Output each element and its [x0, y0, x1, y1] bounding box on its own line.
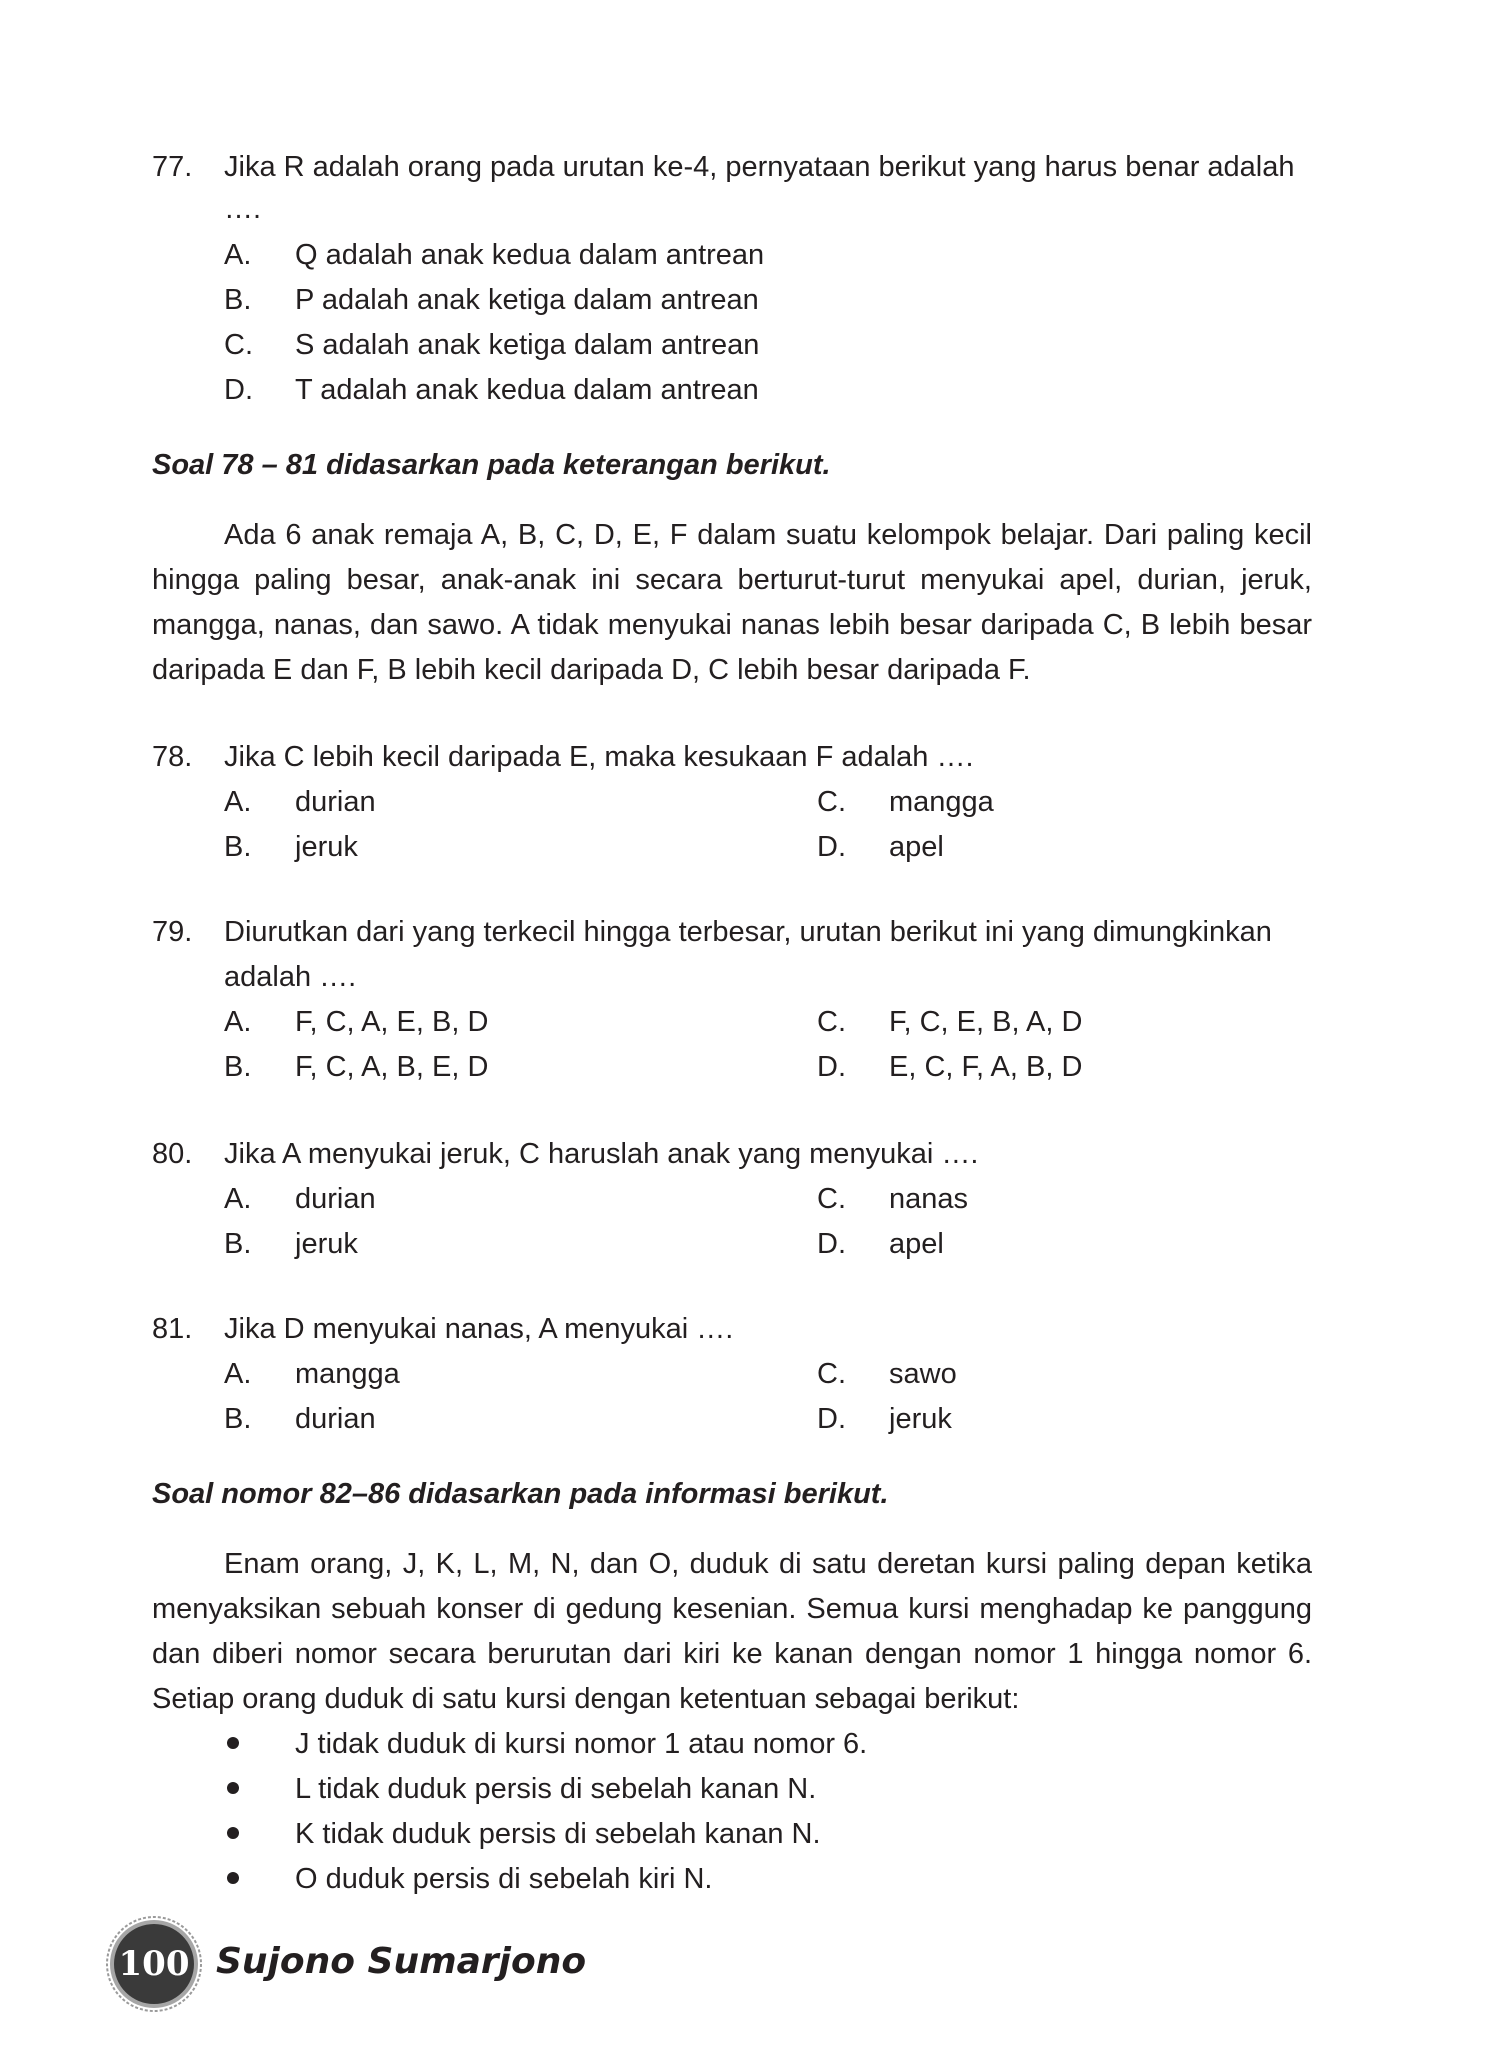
bullet-item-2: L tidak duduk persis di sebelah kanan N. — [295, 1773, 817, 1805]
section2-paragraph-line-3: dan diberi nomor secara berurutan dari kiri ke kanan dengan nomor 1 hingga nomor 6. — [152, 1638, 1312, 1670]
bullet-icon — [227, 1872, 239, 1884]
section1-paragraph-line-1: Ada 6 anak remaja A, B, C, D, E, F dalam suatu kelompok belajar. Dari paling kecil — [224, 519, 1312, 551]
q79-number: 79. — [152, 916, 193, 948]
q80-option-a-text: durian — [295, 1183, 376, 1215]
q79-text: Diurutkan dari yang terkecil hingga terbesar, urutan berikut ini yang dimungkinkan — [224, 916, 1272, 948]
bullet-item-3: K tidak duduk persis di sebelah kanan N. — [295, 1818, 821, 1850]
q78-option-a-letter: A. — [224, 786, 252, 818]
q77-option-b-text: P adalah anak ketiga dalam antrean — [295, 284, 759, 316]
q78-option-c-text: mangga — [889, 786, 994, 818]
q79-option-a-text: F, C, A, E, B, D — [295, 1006, 489, 1038]
q77-option-a-letter: A. — [224, 239, 252, 271]
section-heading-78-81: Soal 78 – 81 didasarkan pada keterangan berikut. — [152, 449, 831, 481]
q79-option-d-text: E, C, F, A, B, D — [889, 1051, 1083, 1083]
q80-option-d-text: apel — [889, 1228, 944, 1260]
q77-number: 77. — [152, 151, 193, 183]
q79-option-c-letter: C. — [817, 1006, 846, 1038]
q80-option-d-letter: D. — [817, 1228, 846, 1260]
q81-option-d-text: jeruk — [889, 1403, 952, 1435]
q81-option-c-letter: C. — [817, 1358, 846, 1390]
q81-option-d-letter: D. — [817, 1403, 846, 1435]
q77-option-a-text: Q adalah anak kedua dalam antrean — [295, 239, 765, 271]
q78-option-d-text: apel — [889, 831, 944, 863]
q77-text-cont: …. — [224, 193, 262, 225]
q80-option-a-letter: A. — [224, 1183, 252, 1215]
bullet-item-1: J tidak duduk di kursi nomor 1 atau nomor 6. — [295, 1728, 868, 1760]
section2-paragraph-line-4: Setiap orang duduk di satu kursi dengan ketentuan sebagai berikut: — [152, 1683, 1020, 1715]
q80-option-c-letter: C. — [817, 1183, 846, 1215]
q81-option-c-text: sawo — [889, 1358, 957, 1390]
bullet-icon — [227, 1782, 239, 1794]
q77-option-c-text: S adalah anak ketiga dalam antrean — [295, 329, 760, 361]
q81-number: 81. — [152, 1313, 193, 1345]
page-number-badge — [106, 1916, 202, 2012]
q77-option-b-letter: B. — [224, 284, 252, 316]
q80-option-c-text: nanas — [889, 1183, 969, 1215]
q77-option-d-text: T adalah anak kedua dalam antrean — [295, 374, 759, 406]
section1-paragraph-line-4: daripada E dan F, B lebih kecil daripada D, C lebih besar daripada F. — [152, 654, 1031, 686]
author-name: Sujono Sumarjono — [216, 1941, 587, 1982]
q79-option-d-letter: D. — [817, 1051, 846, 1083]
section-heading-82-86: Soal nomor 82–86 didasarkan pada informasi berikut. — [152, 1478, 889, 1510]
bullet-item-4: O duduk persis di sebelah kiri N. — [295, 1863, 713, 1895]
q81-option-a-text: mangga — [295, 1358, 400, 1390]
q81-text: Jika D menyukai nanas, A menyukai …. — [224, 1313, 734, 1345]
q80-option-b-letter: B. — [224, 1228, 252, 1260]
q80-option-b-text: jeruk — [295, 1228, 358, 1260]
q81-option-b-letter: B. — [224, 1403, 252, 1435]
q81-option-b-text: durian — [295, 1403, 376, 1435]
section1-paragraph-line-2: hingga paling besar, anak-anak ini secara berturut-turut menyukai apel, durian, jeruk, — [152, 564, 1312, 596]
q79-option-a-letter: A. — [224, 1006, 252, 1038]
q80-number: 80. — [152, 1138, 193, 1170]
q77-option-d-letter: D. — [224, 374, 253, 406]
section2-paragraph-line-2: menyaksikan sebuah konser di gedung kesenian. Semua kursi menghadap ke panggung — [152, 1593, 1312, 1625]
bullet-icon — [227, 1827, 239, 1839]
q77-option-c-letter: C. — [224, 329, 253, 361]
q81-option-a-letter: A. — [224, 1358, 252, 1390]
section2-paragraph-line-1: Enam orang, J, K, L, M, N, dan O, duduk di satu deretan kursi paling depan ketika — [224, 1548, 1312, 1580]
q78-option-d-letter: D. — [817, 831, 846, 863]
q79-option-c-text: F, C, E, B, A, D — [889, 1006, 1083, 1038]
q79-option-b-text: F, C, A, B, E, D — [295, 1051, 489, 1083]
q78-number: 78. — [152, 741, 193, 773]
bullet-icon — [227, 1737, 239, 1749]
q80-text: Jika A menyukai jeruk, C haruslah anak yang menyukai …. — [224, 1138, 979, 1170]
q78-option-b-letter: B. — [224, 831, 252, 863]
q79-text-cont: adalah …. — [224, 961, 357, 993]
page-number: 100 — [118, 1944, 190, 1984]
q78-text: Jika C lebih kecil daripada E, maka kesukaan F adalah …. — [224, 741, 974, 773]
q78-option-c-letter: C. — [817, 786, 846, 818]
section1-paragraph-line-3: mangga, nanas, dan sawo. A tidak menyukai nanas lebih besar daripada C, B lebih besar — [152, 609, 1312, 641]
q77-text: Jika R adalah orang pada urutan ke-4, pernyataan berikut yang harus benar adalah — [224, 151, 1295, 183]
q78-option-b-text: jeruk — [295, 831, 358, 863]
q78-option-a-text: durian — [295, 786, 376, 818]
q79-option-b-letter: B. — [224, 1051, 252, 1083]
